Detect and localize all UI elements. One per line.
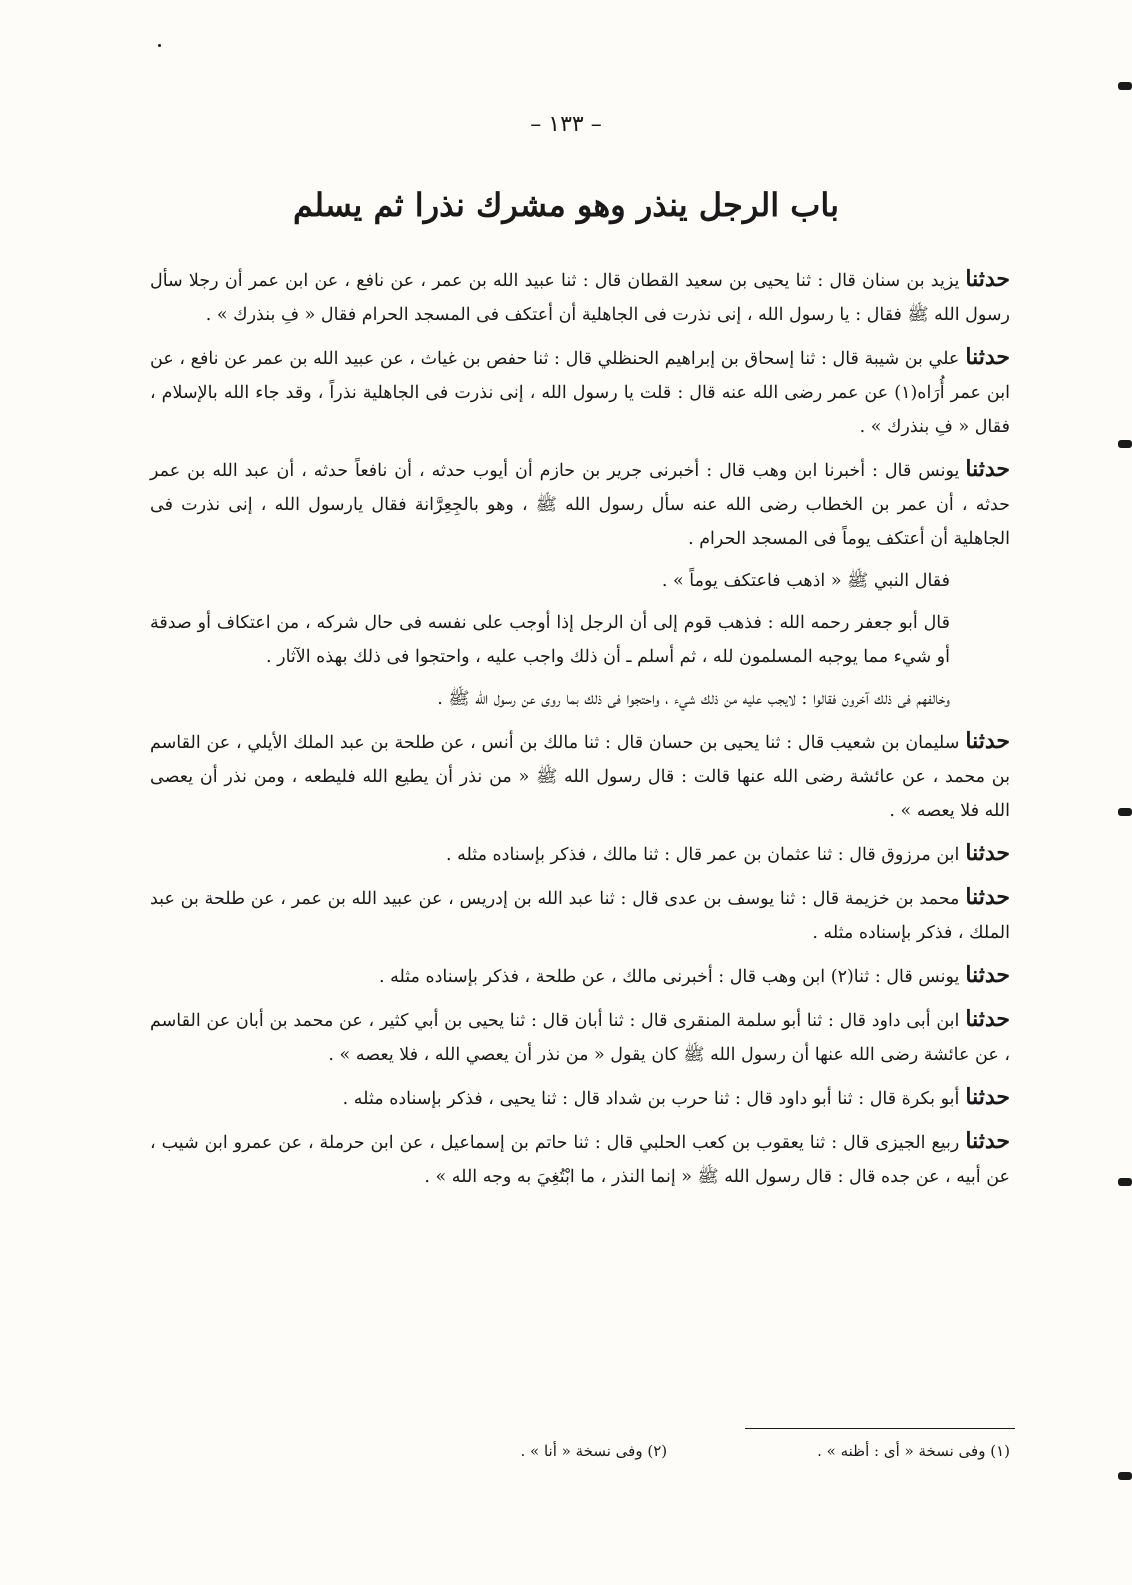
paragraph-text: سليمان بن شعيب قال : ثنا يحيى بن حسان قال : ثنا مالك بن أنس ، عن طلحة بن عبد الملك الأيلي ، عن القاسم بن محمد ، عن عائشة رضى الله عنها قالت : قال رسول الله ﷺ « من نذر أن يطيع الله فليطعه ، ومن نذر أن يعصى الله فلا يعصه » . [150, 733, 1010, 821]
footnote-2: (٢) وفى نسخة « أنا » . [520, 1442, 668, 1460]
paragraph-lead: حدثنا [965, 1084, 1010, 1110]
paragraph-lead: حدثنا [965, 962, 1010, 988]
paragraph [150, 836, 1010, 872]
paragraph-text: فقال النبي ﷺ « اذهب فاعتكف يوماً » . [661, 571, 950, 591]
paragraph-lead: حدثنا [965, 266, 1010, 292]
paragraph-lead: حدثنا [965, 728, 1010, 754]
body-text [150, 262, 1010, 1202]
paragraph-text: أبو بكرة قال : ثنا أبو داود قال : ثنا حرب بن شداد قال : ثنا يحيى ، فذكر بإسناده مثله . [342, 1089, 960, 1109]
paragraph-lead: حدثنا [965, 456, 1010, 482]
paragraph-text: وخالفهم فى ذلك آخرون فقالوا : لايجب عليه من ذلك شيء ، واحتجوا فى ذلك بما روى عن رسول الله ﷺ . [437, 689, 950, 709]
paragraph-lead: حدثنا [965, 884, 1010, 910]
footnote-divider [745, 1428, 1015, 1429]
paragraph [150, 1002, 1010, 1072]
paragraph [150, 958, 1010, 994]
edge-mark [1118, 440, 1132, 448]
edge-mark [1118, 1472, 1132, 1480]
page-number: – ١٣٣ – [530, 112, 602, 137]
paragraph-text: يزيد بن سنان قال : ثنا يحيى بن سعيد القطان قال : ثنا عبيد الله بن عمر ، عن نافع ، عن ابن عمر أن رجلا سأل رسول الله ﷺ فقال : يا رسول الله ، إنى نذرت فى الجاهلية أن أعتكف فى المسجد الحرام فقال « فِ بنذرك » . [150, 271, 1010, 325]
paragraph-text: علي بن شيبة قال : ثنا إسحاق بن إبراهيم الحنظلي قال : ثنا حفص بن غياث ، عن عبيد الله بن عمر عن نافع ، عن ابن عمر أُرَاه(١) عن عمر رضى الله عنه قال : قلت يا رسول الله ، إنى نذرت فى الجاهلية نذراً ، وقد جاء الله بالإسلام ، فقال « فِ بنذرك » . [150, 349, 1010, 437]
paragraph-text: ابن مرزوق قال : ثنا عثمان بن عمر قال : ثنا مالك ، فذكر بإسناده مثله . [445, 845, 960, 865]
paragraph-lead: حدثنا [965, 1006, 1010, 1032]
paragraph-lead: حدثنا [965, 344, 1010, 370]
paragraph [150, 1124, 1010, 1194]
paragraph [150, 452, 1010, 556]
edge-mark [1118, 808, 1132, 816]
paragraph [150, 1080, 1010, 1116]
paragraph-text: ربيع الجيزى قال : ثنا يعقوب بن كعب الحلبي قال : ثنا حاتم بن إسماعيل ، عن ابن حرملة ، عن عمرو ابن شيب ، عن أبيه ، عن جده قال : قال رسول الله ﷺ « إنما النذر ، ما ابْتُغِيَ به وجه الله » . [150, 1133, 1010, 1187]
paragraph [150, 262, 1010, 332]
paragraph-text: يونس قال : أخبرنا ابن وهب قال : أخبرنى جرير بن حازم أن أيوب حدثه ، أن نافعاً حدثه ، أن عبد الله بن عمر حدثه ، أن عمر بن الخطاب رضى الله عنه سأل رسول الله ﷺ ، وهو بالجِعِرَّانة فقال يارسول الله ، إنى نذرت فى الجاهلية أن أعتكف يوماً فى المسجد الحرام . [150, 461, 1010, 549]
edge-mark [1118, 82, 1132, 90]
paragraph [150, 724, 1010, 828]
paragraph-text: ابن أبى داود قال : ثنا أبو سلمة المنقرى قال : ثنا أبان قال : ثنا يحيى بن أبي كثير ، عن محمد بن أبان عن القاسم ، عن عائشة رضى الله عنها أن رسول الله ﷺ كان يقول « من نذر أن يعصي الله ، فلا يعصه » . [150, 1011, 1010, 1065]
paragraph-text: يونس قال : ثنا(٢) ابن وهب قال : أخبرنى مالك ، عن طلحة ، فذكر بإسناده مثله . [378, 967, 960, 987]
paragraph-lead: حدثنا [965, 1128, 1010, 1154]
paragraph-text: محمد بن خزيمة قال : ثنا يوسف بن عدى قال : ثنا عبد الله بن إدريس ، عن عبيد الله بن عمر ، عن طلحة بن عبد الملك ، فذكر بإسناده مثله . [150, 889, 1010, 943]
footnotes [150, 1442, 1010, 1460]
footnote-1: (١) وفى نسخة « أى : أظنه » . [817, 1442, 1010, 1460]
paragraph-text: قال أبو جعفر رحمه الله : فذهب قوم إلى أن الرجل إذا أوجب على نفسه فى حال شركه ، من اعتكاف أو صدقة أو شيء مما يوجبه المسلمون لله ، ثم أسلم ـ أن ذلك واجب عليه ، واحتجوا فى ذلك بهذه الآثار . [150, 613, 950, 667]
chapter-title: باب الرجل ينذر وهو مشرك نذرا ثم يسلم [292, 186, 840, 224]
paragraph [150, 880, 1010, 950]
speck [158, 44, 161, 47]
paragraph [150, 606, 1010, 674]
paragraph [150, 682, 1010, 716]
edge-mark [1118, 1178, 1132, 1186]
paragraph [150, 340, 1010, 444]
paragraph [150, 564, 1010, 598]
paragraph-lead: حدثنا [965, 840, 1010, 866]
